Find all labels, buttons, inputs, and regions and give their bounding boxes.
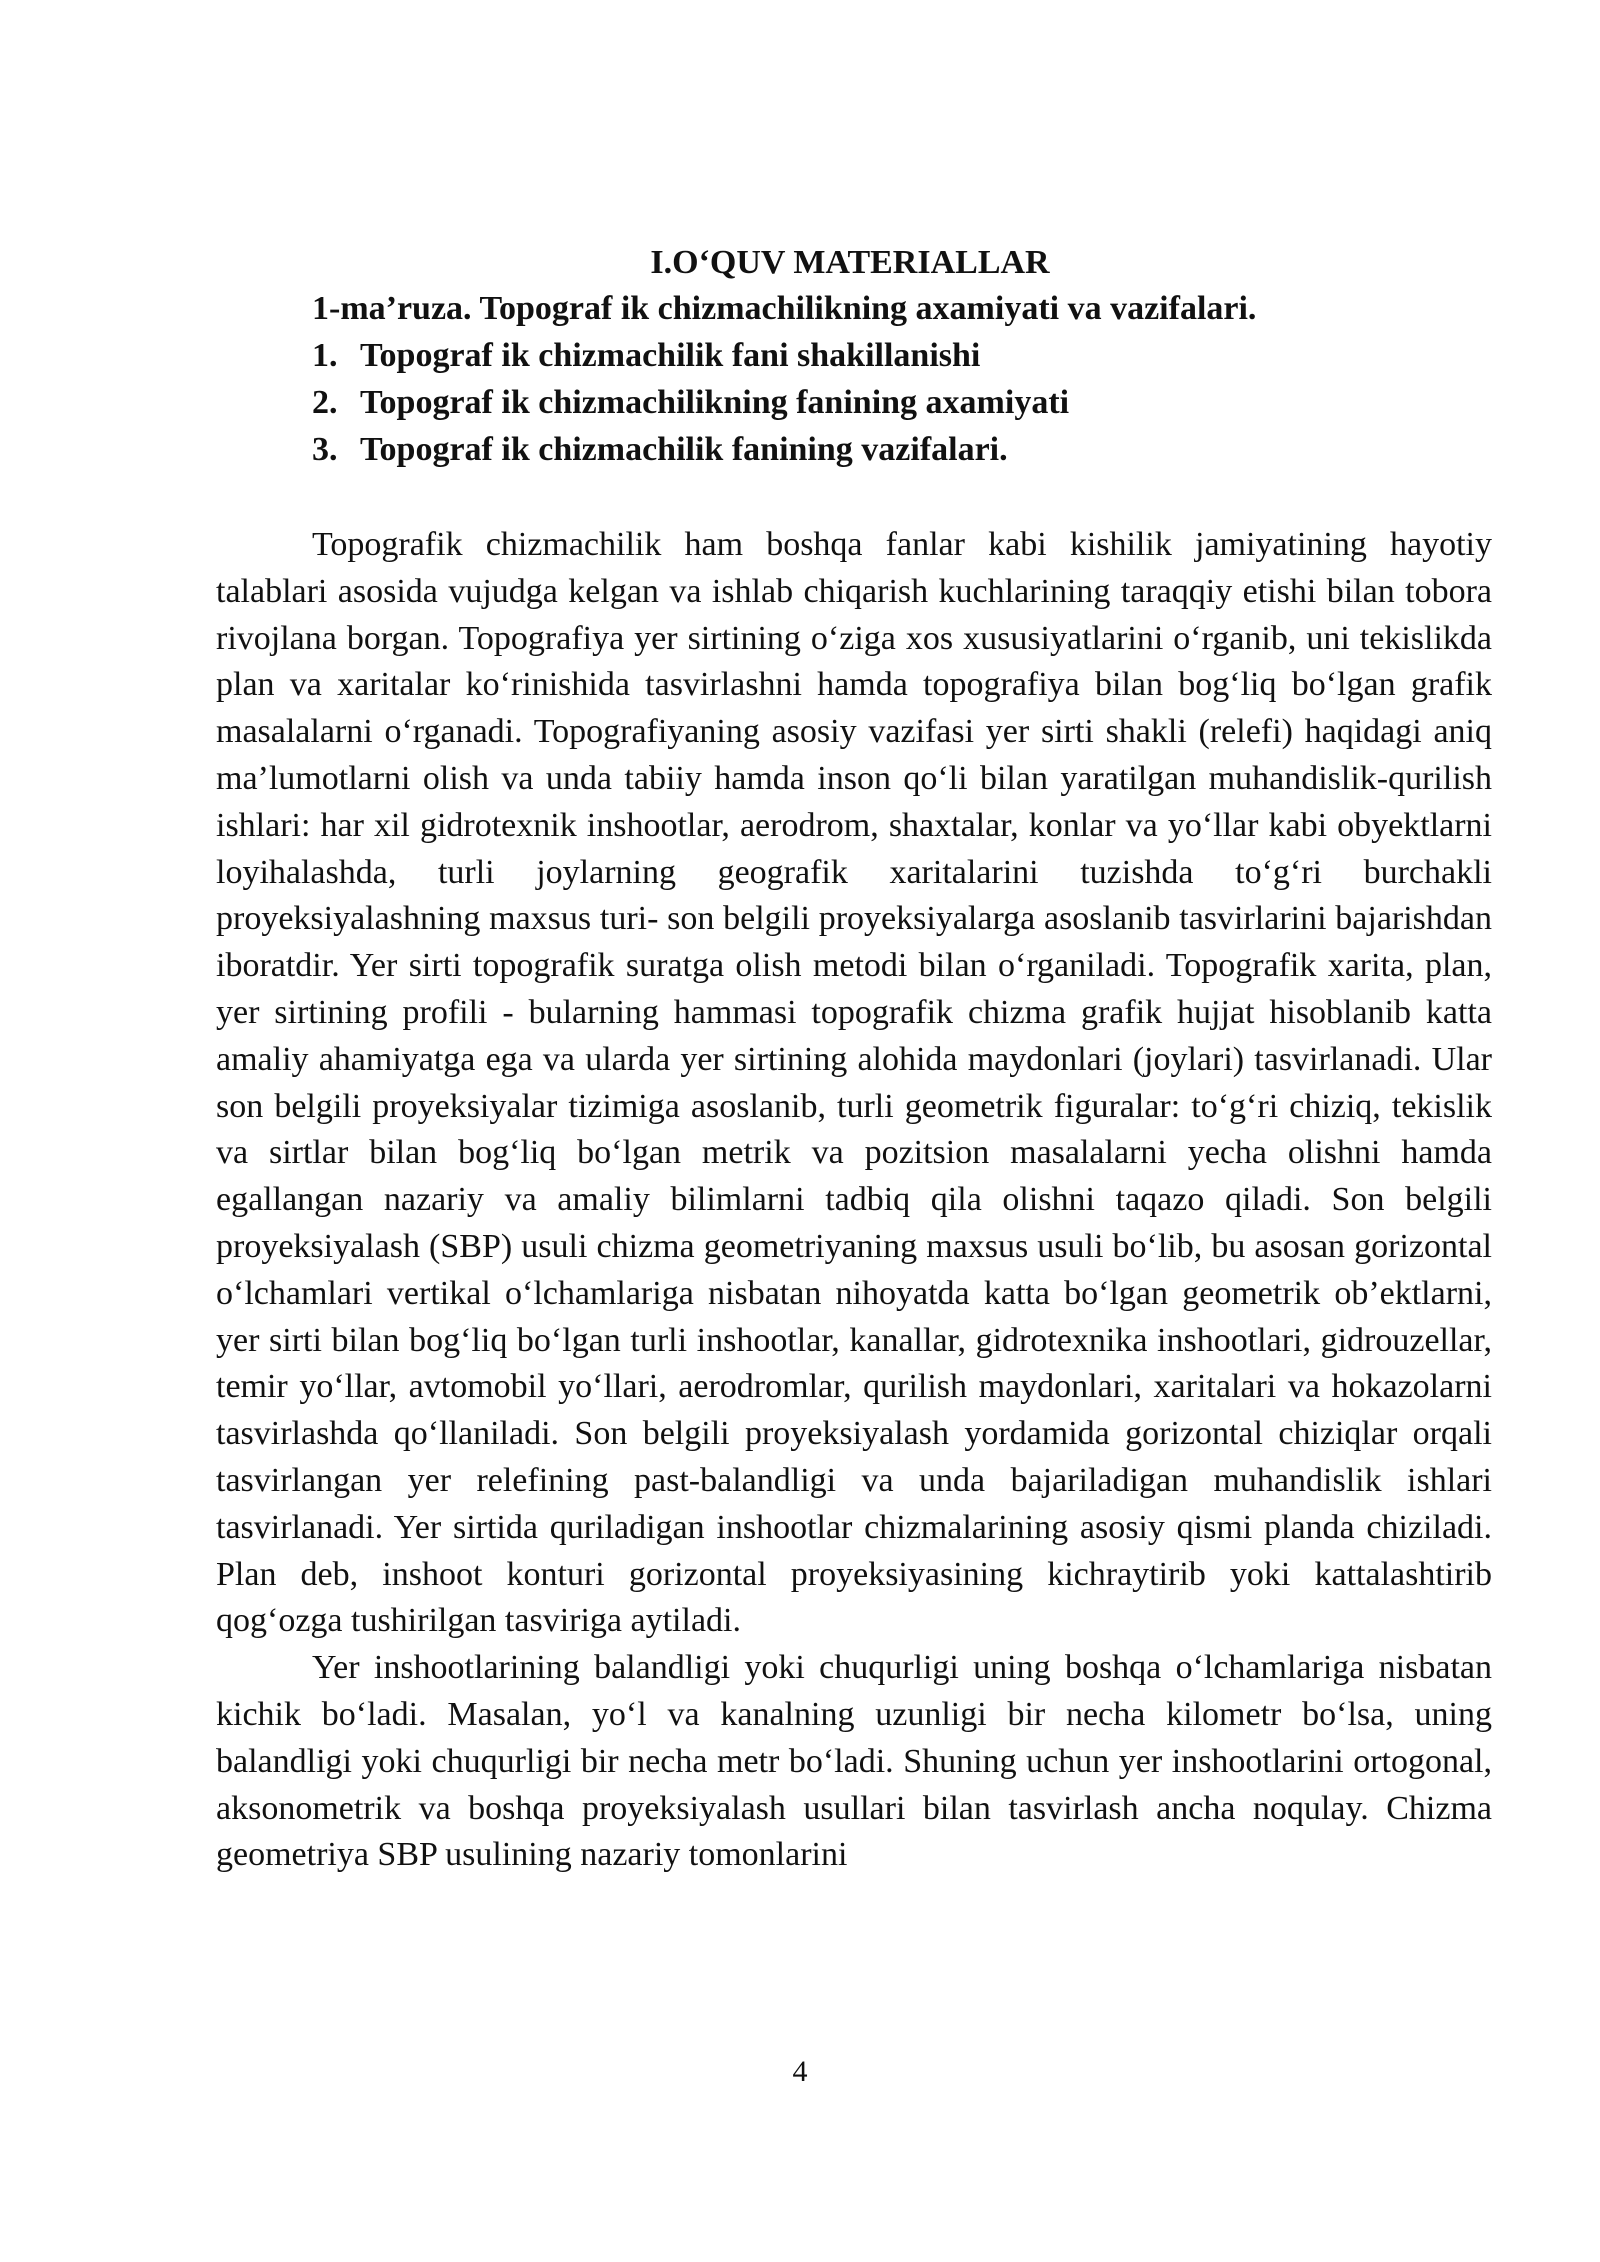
topic-number: 2. xyxy=(312,384,338,421)
topic-list xyxy=(0,332,1600,473)
body-text xyxy=(216,522,1492,1879)
paragraph: Topografik chizmachilik ham boshqa fanlar kabi kishilik jamiyatining hayotiy talablari asosida vujudga kelgan va ishlab chiqarish kuchlarining taraqqiy etishi bilan tobora rivojlana borgan. Topografiya yer sirtining o‘ziga xos xususiyatlarini o‘rganib, uni tekislikda plan va xaritalar ko‘rinishida tasvirlashni hamda topografiya bilan bog‘liq bo‘lgan grafik masalalarni o‘rganadi. Topografiyaning asosiy vazifasi yer sirti shakli (relefi) haqidagi aniq ma’lumotlarni olish va unda tabiiy hamda inson qo‘li bilan yaratilgan muhandislik-qurilish ishlari: har xil gidrotexnik inshootlar, aerodrom, shaxtalar, konlar va yo‘llar kabi obyektlarni loyihalashda, turli joylarning geografik xaritalarini tuzishda to‘g‘ri burchakli proyeksiyalashning maxsus turi- son belgili proyeksiyalarga asoslanib tasvirlarini bajarishdan iboratdir. Yer sirti topografik suratga olish metodi bilan o‘rganiladi. Topografik xarita, plan, yer sirtining profili - bularning hammasi topografik chizma grafik hujjat hisoblanib katta amaliy ahamiyatga ega va ularda yer sirtining alohida maydonlari (joylari) tasvirlanadi. Ular son belgili proyeksiyalar tizimiga asoslanib, turli geometrik figuralar: to‘g‘ri chiziq, tekislik va sirtlar bilan bog‘liq bo‘lgan metrik va pozitsion masalalarni yecha olishni hamda egallangan nazariy va amaliy bilimlarni tadbiq qila olishni taqazo qiladi. Son belgili proyeksiyalash (SBP) usuli chizma geometriyaning maxsus usuli bo‘lib, bu asosan gorizontal o‘lchamlari vertikal o‘lchamlariga nisbatan nihoyatda katta bo‘lgan geometrik ob’ektlarni, yer sirti bilan bog‘liq bo‘lgan turli inshootlar, kanallar, gidrotexnika inshootlari, gidrouzellar, temir yo‘llar, avtomobil yo‘llari, aerodromlar, qurilish maydonlari, xaritalari va hokazolarni tasvirlashda qo‘llaniladi. Son belgili proyeksiyalash yordamida gorizontal chiziqlar orqali tasvirlangan yer relefining past-balandligi va unda bajariladigan muhandislik ishlari tasvirlanadi. Yer sirtida quriladigan inshootlar chizmalarining asosiy qismi planda chiziladi. Plan deb, inshoot konturi gorizontal proyeksiyasining kichraytirib yoki kattalashtirib qog‘ozga tushirilgan tasviriga aytiladi. xyxy=(216,526,1492,1640)
topic-item xyxy=(0,332,1600,379)
topic-number: 3. xyxy=(312,431,338,468)
paragraph: Yer inshootlarining balandligi yoki chuqurligi uning boshqa o‘lchamlariga nisbatan kichik bo‘ladi. Masalan, yo‘l va kanalning uzunligi bir necha kilometr bo‘lsa, uning balandligi yoki chuqurligi bir necha metr bo‘ladi. Shuning uchun yer inshootlarini ortogonal, aksonometrik va boshqa proyeksiyalash usullari bilan tasvirlash ancha noqulay. Chizma geometriya SBP usulining nazariy tomonlarini xyxy=(216,1649,1492,1874)
page-number: 4 xyxy=(792,2055,808,2088)
topic-item xyxy=(0,379,1600,426)
topic-text: Topograf ik chizmachilik fanining vazifalari. xyxy=(360,431,1008,468)
heading-block xyxy=(0,240,1600,473)
topic-number: 1. xyxy=(312,337,338,374)
topic-text: Topograf ik chizmachilikning fanining axamiyati xyxy=(360,384,1070,421)
lecture-title: 1-ma’ruza. Topograf ik chizmachilikning axamiyati va vazifalari. xyxy=(312,290,1257,327)
section-title: I.O‘QUV MATERIALLAR xyxy=(650,244,1050,281)
topic-text: Topograf ik chizmachilik fani shakillanishi xyxy=(360,337,981,374)
topic-item xyxy=(0,426,1600,473)
